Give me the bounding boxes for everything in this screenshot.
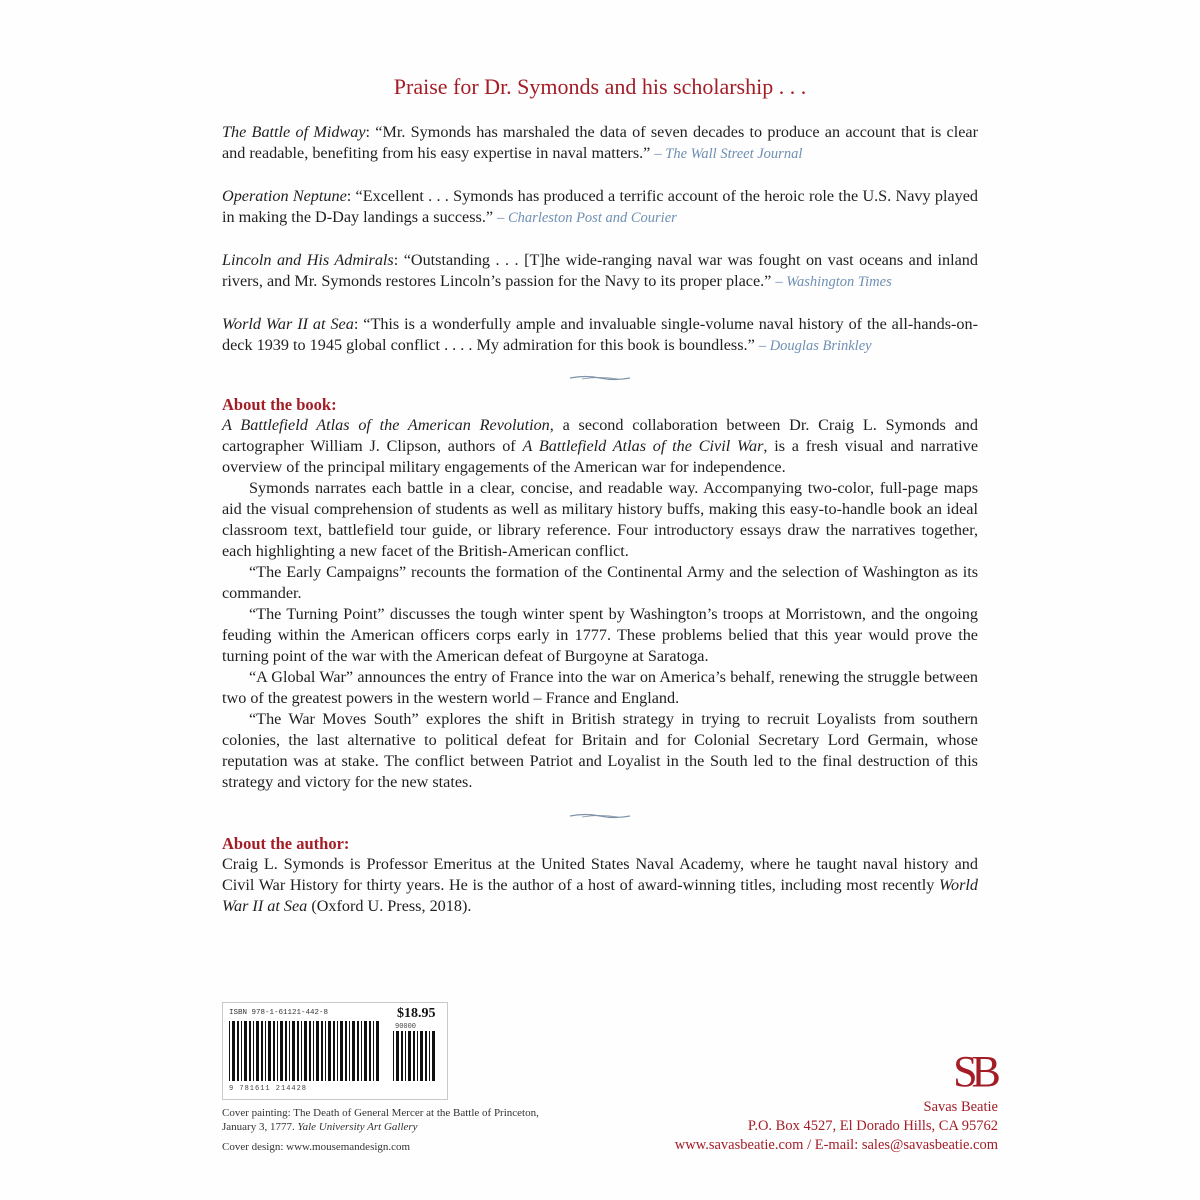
barcode-bar [292, 1021, 295, 1081]
barcode-bar [376, 1021, 379, 1081]
quote-item [222, 122, 978, 165]
barcode-bar [285, 1021, 287, 1081]
quote-text: : “Excellent . . . Symonds has produced a terrific account of the heroic role the U.S. Navy played in making the D-Day landings a success.” [222, 187, 979, 226]
barcode-bar [337, 1021, 338, 1081]
barcode-bar [393, 1031, 394, 1081]
barcode-bar [408, 1031, 411, 1081]
barcode-bar [232, 1021, 235, 1081]
barcode-bars-icon [229, 1021, 379, 1081]
quote-text: : “Mr. Symonds has marshaled the data of seven decades to produce an account that is clear and readable, benefiting from his easy expertise in naval matters.” [222, 123, 978, 162]
barcode-bar [229, 1021, 230, 1081]
about-book-text: , a second collaboration between Dr. Craig L. Symonds and cartographer William J. Clipson, authors of [222, 416, 978, 455]
cover-credits [222, 1106, 542, 1154]
barcode-bar [277, 1021, 278, 1081]
quote-book-title: The Battle of Midway [222, 123, 366, 141]
barcode-bar [432, 1031, 435, 1081]
barcode-bar [297, 1021, 299, 1081]
barcode-bar [265, 1021, 266, 1081]
barcode-digits: 9 781611 214428 [229, 1085, 308, 1093]
about-book-text: , is a fresh visual and narrative overview of the principal military engagements of the American war for independence. [222, 437, 979, 476]
about-book-paragraph: “A Global War” announces the entry of France into the war on America’s behalf, renewing the struggle between two of the greatest powers in the western world – France and England. [222, 668, 978, 707]
quote-book-title: World War II at Sea [222, 315, 354, 333]
cover-painting-credit [222, 1106, 542, 1134]
gallery-name: Yale University Art Gallery [297, 1121, 418, 1133]
barcode-bar [369, 1021, 371, 1081]
about-author-text: Craig L. Symonds is Professor Emeritus at the United States Naval Academy, where he taught naval history and Civil War History for thirty years. He is the author of a host of award-winning titles, including most recently [222, 855, 978, 894]
book-title: World War II at Sea [222, 876, 978, 915]
barcode-bar [304, 1021, 307, 1081]
praise-quotes [222, 122, 978, 378]
about-book-paragraph [222, 415, 978, 478]
book-title: A Battlefield Atlas of the American Revolution [222, 416, 550, 434]
quote-item [222, 250, 978, 293]
quote-source: – Washington Times [775, 274, 892, 290]
barcode-bar [340, 1021, 343, 1081]
barcode-bar [405, 1031, 406, 1081]
barcode-bar [413, 1031, 415, 1081]
barcode-bar [256, 1021, 259, 1081]
about-book-section [222, 394, 978, 793]
barcode-bar [328, 1021, 331, 1081]
barcode-bar [289, 1021, 290, 1081]
cover-painting-text: Cover painting: The Death of General Mercer at the Battle of Princeton, January 3, 1777. [222, 1107, 539, 1133]
barcode-addon-bars-icon [393, 1031, 439, 1081]
logo-lettering: SB [953, 1047, 995, 1096]
quote-source: – The Wall Street Journal [654, 146, 803, 162]
ornament-divider-icon [570, 374, 630, 382]
ornament-divider-icon [570, 812, 630, 820]
barcode-bar [429, 1031, 430, 1081]
about-author-title: About the author: [222, 834, 350, 853]
barcode-bar [325, 1021, 326, 1081]
barcode-addon-digits: 90000 [395, 1023, 417, 1031]
quote-text: : “This is a wonderfully ample and invaluable single-volume naval history of the all-hands-on-deck 1939 to 1945 global conflict . . . . My admiration for this book is boundless.” [222, 315, 978, 354]
quote-book-title: Operation Neptune [222, 187, 347, 205]
barcode-bar [268, 1021, 271, 1081]
publisher-info [675, 1098, 998, 1155]
barcode [222, 1002, 448, 1100]
about-book-paragraph: “The Turning Point” discusses the tough winter spent by Washington’s troops at Morristown, and the ongoing feuding within the American officers corps early in 1777. These problems belied that this year would prove the turning point of the war with the American defeat of Burgoyne at Saratoga. [222, 605, 978, 665]
price: $18.95 [397, 1006, 436, 1021]
barcode-bar [313, 1021, 314, 1081]
barcode-bar [249, 1021, 251, 1081]
barcode-bar [321, 1021, 323, 1081]
barcode-bar [244, 1021, 247, 1081]
book-title: A Battlefield Atlas of the Civil War [522, 437, 764, 455]
barcode-bar [316, 1021, 319, 1081]
barcode-bar [349, 1021, 350, 1081]
about-book-paragraph: “The Early Campaigns” recounts the formation of the Continental Army and the selection of Washington as its commander. [222, 563, 978, 602]
barcode-bar [396, 1031, 399, 1081]
about-author-section [222, 833, 978, 917]
barcode-bar [361, 1021, 362, 1081]
publisher-address: P.O. Box 4527, El Dorado Hills, CA 95762 [747, 1118, 998, 1134]
about-book-paragraph: Symonds narrates each battle in a clear, concise, and readable way. Accompanying two-color, full-page maps aid the visual comprehension of students as well as military history buffs, making this easy-to-handle book an ideal classroom text, battlefield tour guide, or library reference. Four introductory essays draw the narratives together, each highlighting a new facet of the British-American conflict. [222, 479, 978, 560]
barcode-bar [417, 1031, 418, 1081]
barcode-bar [401, 1031, 403, 1081]
publisher-name: Savas Beatie [923, 1099, 998, 1115]
barcode-bar [301, 1021, 302, 1081]
cover-design-credit: Cover design: www.mousemandesign.com [222, 1141, 411, 1153]
barcode-bar [273, 1021, 275, 1081]
barcode-bar [309, 1021, 311, 1081]
barcode-bar [425, 1031, 427, 1081]
about-author-text: (Oxford U. Press, 2018). [307, 897, 472, 915]
isbn-label: ISBN 978-1-61121-442-8 [229, 1009, 329, 1017]
barcode-bar [261, 1021, 263, 1081]
praise-heading: Praise for Dr. Symonds and his scholarship . . . [393, 74, 807, 99]
barcode-bar [352, 1021, 355, 1081]
barcode-bar [237, 1021, 239, 1081]
about-book-title: About the book: [222, 395, 337, 414]
quote-item [222, 186, 978, 229]
about-author-paragraph [222, 854, 978, 917]
publisher-web-email: www.savasbeatie.com / E-mail: sales@savasbeatie.com [674, 1137, 998, 1153]
quote-source: – Douglas Brinkley [758, 338, 872, 354]
barcode-bar [420, 1031, 423, 1081]
savas-beatie-logo-icon [948, 1042, 1000, 1096]
barcode-bar [373, 1021, 374, 1081]
quote-source: – Charleston Post and Courier [497, 210, 677, 226]
barcode-bar [357, 1021, 359, 1081]
barcode-bar [345, 1021, 347, 1081]
barcode-bar [333, 1021, 335, 1081]
quote-item [222, 314, 978, 357]
barcode-bar [241, 1021, 242, 1081]
barcode-bar [280, 1021, 283, 1081]
barcode-bar [253, 1021, 254, 1081]
barcode-bar [364, 1021, 367, 1081]
about-book-paragraph: “The War Moves South” explores the shift in British strategy in trying to recruit Loyalists from southern colonies, the last alternative to political defeat for Britain and for Colonial Secretary Lord Germain, whose reputation was at stake. The conflict between Patriot and Loyalist in the South led to the final destruction of this strategy and victory for the new states. [222, 710, 978, 791]
quote-text: : “Outstanding . . . [T]he wide-ranging naval war was fought on vast oceans and inland rivers, and Mr. Symonds restores Lincoln’s passion for the Navy to its proper place.” [222, 251, 978, 290]
quote-book-title: Lincoln and His Admirals [222, 251, 394, 269]
